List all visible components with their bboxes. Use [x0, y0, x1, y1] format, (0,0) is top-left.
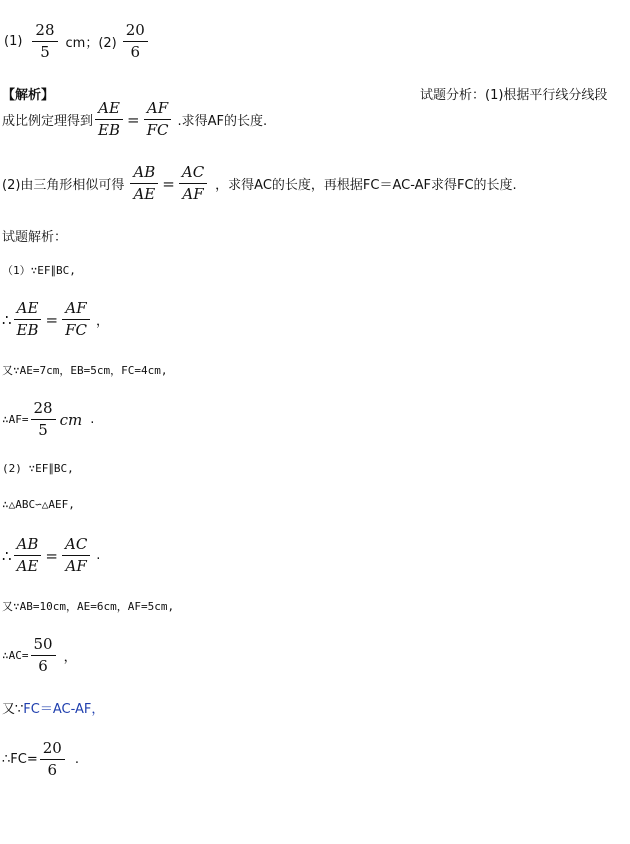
period: .	[96, 548, 101, 563]
af-value-fraction: $\frac{28}{5}$	[31, 400, 56, 439]
analysis-line-1	[2, 100, 267, 139]
af-unit: cm	[59, 410, 83, 429]
answer-part1-label: (1)	[4, 34, 23, 49]
analysis-line1-suffix: .求得AF的长度.	[177, 114, 268, 129]
ratio-ab-ae: $\frac{AB}{AE}$	[14, 536, 42, 575]
ac-label: ∴AC=	[2, 649, 29, 662]
part1-ratio-line	[2, 300, 109, 339]
equals-sign: =	[162, 174, 175, 193]
part1-given: 又∵AE=7cm，EB=5cm，FC=4cm,	[2, 364, 168, 377]
analysis-line1-prefix: 成比例定理得到	[2, 114, 94, 129]
ratio-ae-eb: $\frac{AE}{EB}$	[14, 300, 42, 339]
ac-value-fraction: $\frac{50}{6}$	[31, 636, 56, 675]
part2-given: 又∵AB=10cm，AE=6cm，AF=5cm,	[2, 600, 175, 613]
af-label: ∴AF=	[2, 413, 29, 426]
part1-result	[2, 400, 94, 439]
answer-part1-fraction: $\frac{28}{5}$	[32, 22, 57, 61]
period: .	[74, 752, 79, 767]
therefore-symbol: ∴	[2, 310, 12, 329]
part2-fc-result	[2, 740, 79, 779]
answer-line	[4, 22, 150, 61]
equals-sign: =	[127, 110, 140, 129]
part2-similar: ∴△ABC∽△AEF,	[2, 498, 75, 511]
period: .	[90, 412, 95, 427]
answer-part2-fraction: $\frac{20}{6}$	[123, 22, 148, 61]
fc-label: ∴FC=	[2, 752, 38, 767]
part1-reason: （1）∵EF∥BC,	[2, 264, 76, 277]
part2-ac-result	[2, 636, 77, 675]
analysis-intro: 试题分析：(1)根据平行线分线段	[420, 88, 608, 103]
fc-relation: FC＝AC-AF，	[23, 702, 105, 717]
analysis-label: 【解析】	[2, 88, 55, 103]
part2-reason: (2) ∵EF∥BC,	[2, 462, 74, 475]
analysis-line2-prefix: (2)由三角形相似可得	[2, 178, 125, 193]
analysis-line2-suffix: ，求得AC的长度，再根据FC＝AC-AF求得FC的长度.	[215, 178, 517, 193]
ratio-ac-af: $\frac{AC}{AF}$	[179, 164, 207, 203]
ratio-af-fc: $\frac{AF}{FC}$	[144, 100, 172, 139]
ratio-ab-ae: $\frac{AB}{AE}$	[130, 164, 158, 203]
solution-title: 试题解析：	[2, 230, 68, 245]
because-prefix: 又∵	[2, 702, 24, 717]
ratio-ae-eb: $\frac{AE}{EB}$	[95, 100, 123, 139]
answer-part1-unit: cm；(2)	[65, 36, 117, 51]
equals-sign: =	[45, 310, 59, 329]
ratio-ac-af: $\frac{AC}{AF}$	[62, 536, 90, 575]
equals-sign: =	[45, 546, 58, 565]
analysis-line-2	[2, 164, 517, 203]
fc-value-fraction: $\frac{20}{6}$	[40, 740, 65, 779]
part2-fc-relation	[2, 698, 104, 717]
comma: ，	[96, 314, 110, 329]
comma: ，	[63, 650, 77, 665]
therefore-symbol: ∴	[2, 546, 12, 565]
part2-ratio-line	[2, 536, 100, 575]
ratio-af-fc: $\frac{AF}{FC}$	[62, 300, 90, 339]
